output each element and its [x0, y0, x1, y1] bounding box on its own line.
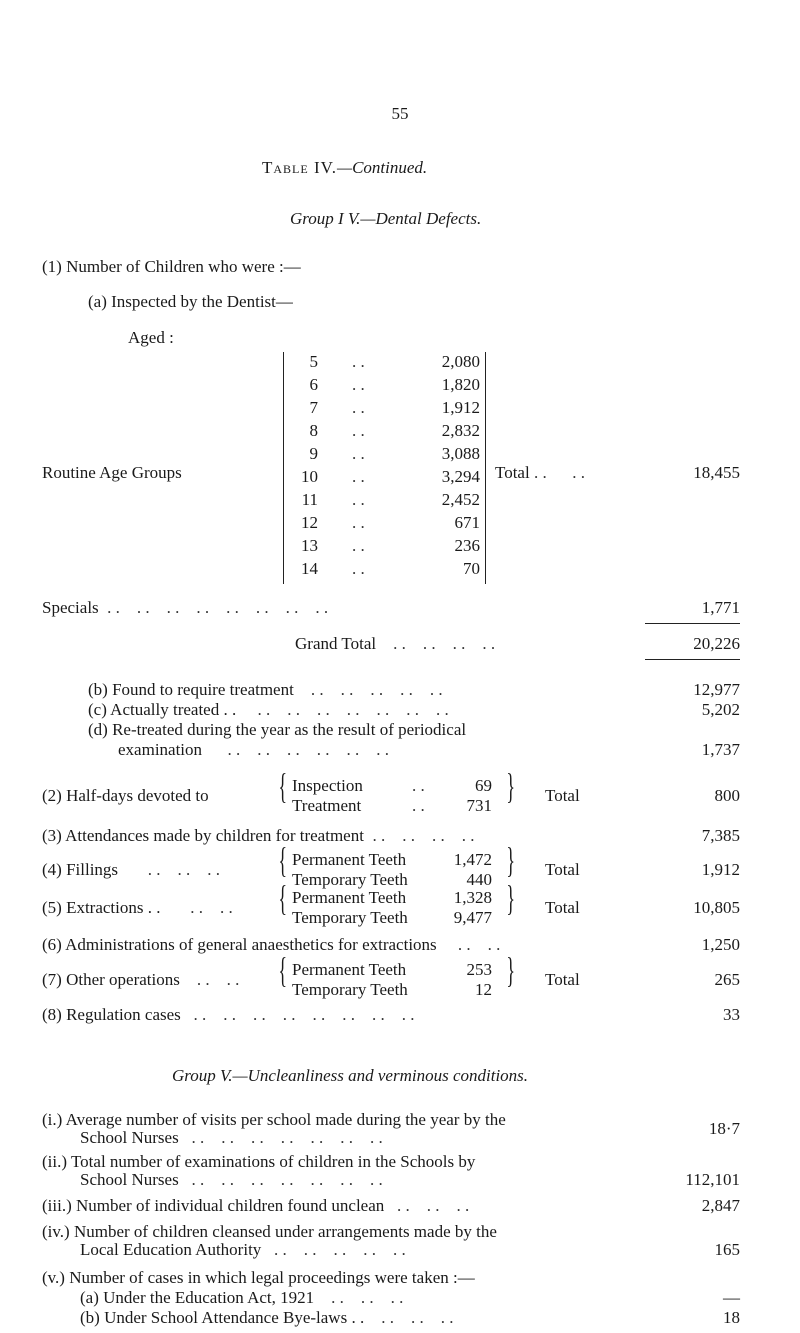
item5-left-brace: { — [278, 878, 287, 918]
age-count: 2,452 — [441, 490, 480, 509]
group5-item-i-line2: School Nurses . . . . . . . . . . . . . . — [80, 1128, 383, 1147]
item4-row-temporary-value: 440 — [466, 870, 492, 889]
item2-right-brace: } — [506, 766, 515, 806]
item7-left-brace: { — [278, 950, 287, 990]
table-title — [262, 158, 427, 178]
age-value: 5 — [309, 352, 318, 371]
routine-total-label: Total . . . . — [495, 463, 585, 482]
page-number: 55 — [391, 104, 409, 123]
item4-right-brace: } — [506, 840, 515, 880]
group4-heading: Group I V.—Dental Defects. — [290, 209, 482, 228]
item7-total-label: Total — [545, 970, 580, 989]
item3-label: (3) Attendances made by children for treatment . . . . . . . . — [42, 826, 475, 845]
item1b-label: (b) Found to require treatment . . . . . . . . . . — [88, 680, 443, 699]
item5-row-permanent-value: 1,328 — [453, 888, 492, 907]
age-value: 8 — [309, 421, 318, 440]
item8-value: 33 — [723, 1005, 740, 1024]
item7-row-temporary-name: Temporary Teeth — [292, 980, 408, 999]
age-count: 671 — [454, 513, 480, 532]
item7-row-permanent-value: 253 — [466, 960, 492, 979]
group5-item-iv-line2: Local Education Authority . . . . . . . . . . — [80, 1240, 406, 1259]
item1d-value: 1,737 — [701, 740, 740, 759]
group5-item-iv-line1: (iv.) Number of children cleansed under arrangements made by the — [42, 1222, 497, 1241]
item1b-value: 12,977 — [693, 680, 740, 699]
item1d-label-line1: (d) Re-treated during the year as the result of periodical — [88, 720, 467, 739]
item8-label: (8) Regulation cases . . . . . . . . . . . . . . . . — [42, 1005, 415, 1024]
item4-total-label: Total — [545, 860, 580, 879]
item1d-label-line2: examination . . . . . . . . . . . . — [118, 740, 390, 759]
legal-bye-laws-value: 18 — [723, 1308, 740, 1327]
age-leader: . . — [352, 536, 365, 555]
age-count: 2,080 — [441, 352, 480, 371]
item2-leader: . . — [412, 776, 425, 795]
grand-total-underline — [645, 659, 740, 660]
group5-item-ii-line1: (ii.) Total number of examinations of children in the Schools by — [42, 1152, 476, 1171]
specials-value: 1,771 — [701, 598, 740, 617]
item2-left-brace: { — [278, 766, 287, 806]
age-leader: . . — [352, 559, 365, 578]
item1-label: (1) Number of Children who were :— — [42, 257, 301, 276]
item2-row-treatment-name: Treatment — [292, 796, 362, 815]
age-count: 3,294 — [441, 467, 480, 486]
age-value: 9 — [309, 444, 318, 463]
age-leader: . . — [352, 513, 365, 532]
age-count: 1,820 — [441, 375, 480, 394]
item2-total-value: 800 — [714, 786, 740, 805]
item2-row-inspection-name: Inspection — [292, 776, 363, 795]
table-title-prefix: Table IV. — [262, 158, 337, 177]
item1c-label: (c) Actually treated . . . . . . . . . . . . . . . . — [88, 700, 449, 719]
age-right-brace — [485, 352, 486, 584]
item4-left-brace: { — [278, 840, 287, 880]
age-leader: . . — [352, 444, 365, 463]
legal-education-act-label: (a) Under the Education Act, 1921 . . . . . . — [80, 1288, 404, 1307]
age-count: 236 — [454, 536, 480, 555]
item4-row-permanent-value: 1,472 — [453, 850, 492, 869]
routine-total-value: 18,455 — [693, 463, 740, 482]
grand-total-value: 20,226 — [693, 634, 740, 653]
item7-label: (7) Other operations . . . . — [42, 970, 240, 989]
age-value: 13 — [301, 536, 318, 555]
group5-item-iii-line1: (iii.) Number of individual children found unclean . . . . . . — [42, 1196, 470, 1215]
item6-label: (6) Administrations of general anaesthetics for extractions . . . . — [42, 935, 501, 954]
grand-total-rule — [645, 623, 740, 624]
age-count: 2,832 — [441, 421, 480, 440]
item7-right-brace: } — [506, 950, 515, 990]
item6-value: 1,250 — [701, 935, 740, 954]
legal-bye-laws-label: (b) Under School Attendance Bye-laws . . . . . . . . — [80, 1308, 454, 1327]
item5-row-permanent-name: Permanent Teeth — [292, 888, 407, 907]
group5-item-ii-line2: School Nurses . . . . . . . . . . . . . . — [80, 1170, 383, 1189]
item2-row-treatment-value: 731 — [466, 796, 492, 815]
item5-row-temporary-value: 9,477 — [453, 908, 492, 927]
routine-age-groups-label: Routine Age Groups — [42, 463, 182, 482]
item1a-label: (a) Inspected by the Dentist— — [88, 292, 293, 311]
item3-value: 7,385 — [701, 826, 740, 845]
age-count: 70 — [463, 559, 480, 578]
age-leader: . . — [352, 490, 365, 509]
item5-total-value: 10,805 — [693, 898, 740, 917]
group5-heading: Group V.—Uncleanliness and verminous conditions. — [172, 1066, 529, 1085]
item4-label: (4) Fillings . . . . . . — [42, 860, 221, 879]
group5-item-iv-value: 165 — [714, 1240, 740, 1259]
item5-row-temporary-name: Temporary Teeth — [292, 908, 408, 927]
age-count: 1,912 — [441, 398, 480, 417]
group5-item-ii-value: 112,101 — [685, 1170, 740, 1189]
age-leader: . . — [352, 375, 365, 394]
table-title-suffix: —Continued. — [336, 158, 428, 177]
age-value: 12 — [301, 513, 318, 532]
aged-label: Aged : — [128, 328, 174, 347]
item2-leader-2: . . — [412, 796, 425, 815]
item5-label: (5) Extractions . . . . . . — [42, 898, 233, 917]
legal-education-act-value: — — [723, 1288, 740, 1307]
age-count: 3,088 — [441, 444, 480, 463]
item2-label: (2) Half-days devoted to — [42, 786, 209, 805]
age-value: 7 — [309, 398, 318, 417]
grand-total-label: Grand Total . . . . . . . . — [295, 634, 496, 653]
age-leader: . . — [352, 467, 365, 486]
group5-item-i-line1: (i.) Average number of visits per school made during the year by the — [42, 1110, 506, 1129]
age-leader: . . — [352, 421, 365, 440]
item1c-value: 5,202 — [701, 700, 740, 719]
age-left-brace — [283, 352, 284, 584]
age-leader: . . — [352, 398, 365, 417]
age-value: 10 — [301, 467, 318, 486]
item4-total-value: 1,912 — [701, 860, 740, 879]
specials-label: Specials . . . . . . . . . . . . . . . . — [42, 598, 329, 617]
group5-item-iii-value: 2,847 — [701, 1196, 740, 1215]
item4-row-temporary-name: Temporary Teeth — [292, 870, 408, 889]
item5-right-brace: } — [506, 878, 515, 918]
age-value: 6 — [309, 375, 318, 394]
age-leader: . . — [352, 352, 365, 371]
item5-total-label: Total — [545, 898, 580, 917]
item7-row-permanent-name: Permanent Teeth — [292, 960, 407, 979]
group5-item-i-value: 18·7 — [708, 1119, 740, 1138]
group5-item-v-line1: (v.) Number of cases in which legal proceedings were taken :— — [42, 1268, 475, 1287]
age-value: 14 — [301, 559, 318, 578]
item2-total-label: Total — [545, 786, 580, 805]
item7-row-temporary-value: 12 — [475, 980, 492, 999]
age-value: 11 — [301, 490, 318, 509]
item4-row-permanent-name: Permanent Teeth — [292, 850, 407, 869]
item2-row-inspection-value: 69 — [475, 776, 492, 795]
item7-total-value: 265 — [714, 970, 740, 989]
